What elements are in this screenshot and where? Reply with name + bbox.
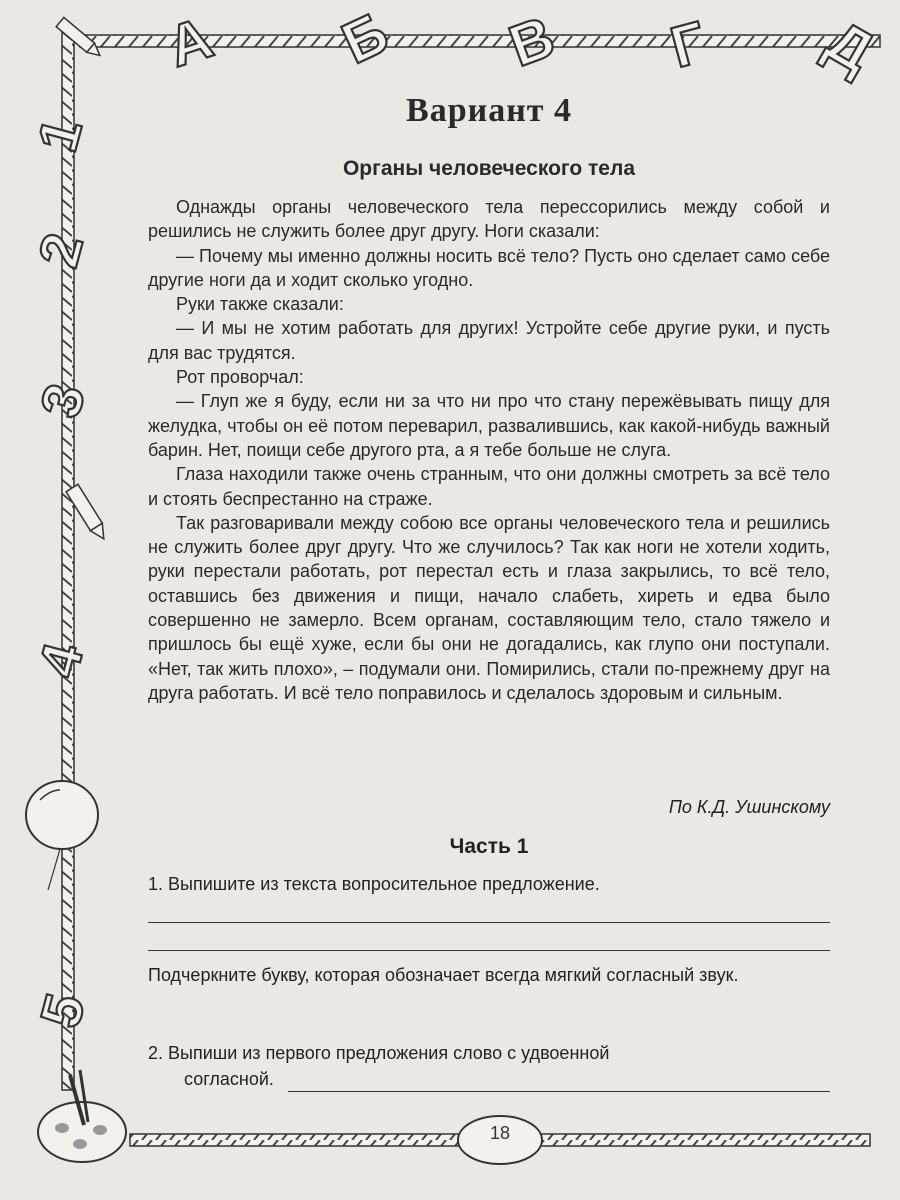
story-paragraph: Глаза находили также очень странным, что они должны смотреть за всё тело и стоять беспрестанно на страже.: [148, 464, 830, 509]
part-title: Часть 1: [449, 835, 529, 858]
task-2-question-cont: согласной.: [184, 1069, 274, 1089]
task-2: [148, 1040, 830, 1092]
border-rope-left: [62, 30, 74, 1090]
story-paragraph: Так разговаривали между собою все органы человеческого тела и решились не служить более друг другу. Что же случилось? Так как ноги не хотели ходить, руки перестали работать, рот перестал есть и глаза закрылись, то всё тело, оставшись без движения и пищи, начало слабеть, хиреть и едва было совершенно не замерло. Всем органам, составляющим тело, стало тяжело и пришлось бы ещё хуже, если бы они не догадались, как глупо они поступали. «Нет, так жить плохо», – подумали они. Помирились, стали по-прежнему друг на друга работать. И всё тело поправилось и сделалось здоровым и сильным.: [148, 512, 830, 703]
story-paragraph: Рот проворчал:: [176, 367, 304, 388]
task-1-question: 1. Выпишите из текста вопросительное предложение.: [148, 874, 600, 894]
task-note: Подчеркните букву, которая обозначает всегда мягкий согласный звук.: [148, 965, 739, 985]
task-2-question: 2. Выпиши из первого предложения слово с удвоенной: [148, 1043, 610, 1063]
story-paragraph: — И мы не хотим работать для других! Устройте себе другие руки, и пусть для вас трудятся.: [148, 318, 830, 363]
answer-line[interactable]: [148, 922, 830, 923]
story-author: По К.Д. Ушинскому: [668, 797, 830, 817]
page-number: 18: [489, 1123, 511, 1143]
border-digit: 2: [25, 226, 95, 274]
story-paragraph: — Глуп же я буду, если ни за что ни про что стану пережёвывать пищу для желудка, чтобы он её потом переварил, развалившись, как какой-нибудь важный барин. Нет, поищи себе другого рта, а я тебе больше не слуга.: [148, 391, 830, 460]
border-rope-bottom-left: [130, 1134, 460, 1146]
answer-line[interactable]: [148, 950, 830, 951]
border-letter: Б: [332, 0, 398, 77]
border-letter: Г: [664, 9, 713, 81]
border-digit: 1: [25, 111, 94, 158]
border-letter: А: [160, 4, 221, 80]
answer-line[interactable]: [288, 1073, 830, 1092]
story-paragraph: Однажды органы человеческого тела перессорились между собой и решились не служить более друг другу. Ноги сказали:: [148, 197, 830, 242]
story-text: [148, 195, 830, 705]
border-digit: 3: [27, 377, 97, 424]
border-rope-bottom-right: [540, 1134, 870, 1146]
page-title: Вариант 4: [406, 92, 572, 129]
border-digit: 4: [25, 636, 95, 684]
story-paragraph: Руки также сказали:: [176, 294, 344, 315]
border-letter: В: [501, 3, 563, 80]
story-paragraph: — Почему мы именно должны носить всё тело? Пусть оно сделает само себе другие ноги да и ходит сколько угодно.: [148, 245, 830, 290]
palette-icon: [38, 1070, 126, 1162]
border-letter: Д: [815, 8, 884, 86]
border-digit: 5: [27, 987, 97, 1034]
story-title: Органы человеческого тела: [342, 157, 636, 180]
